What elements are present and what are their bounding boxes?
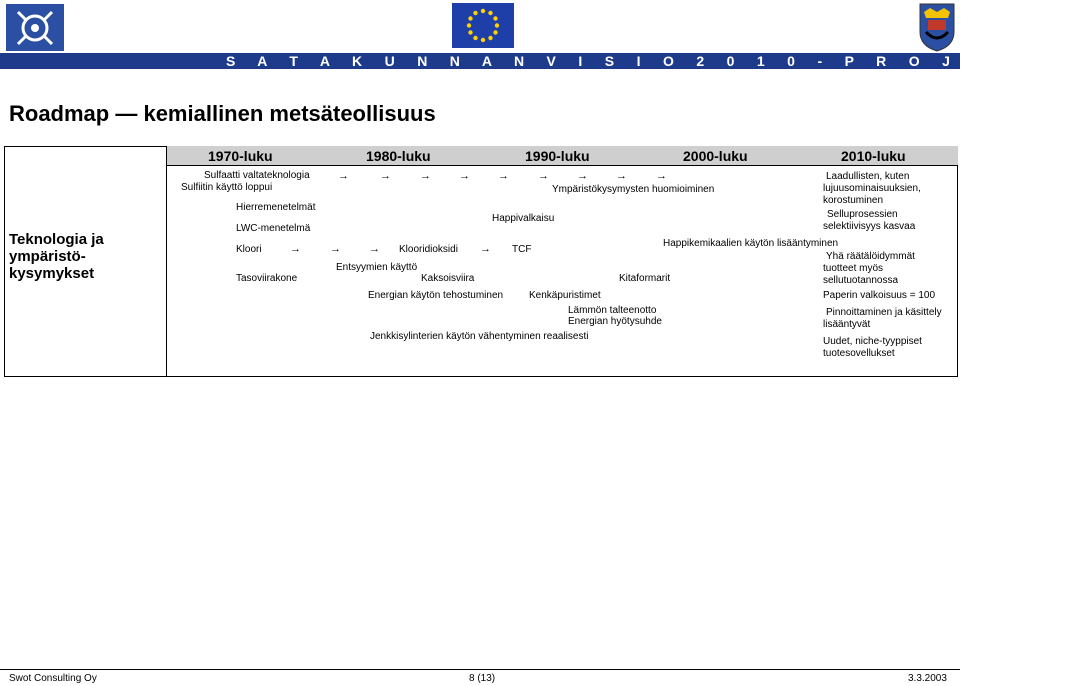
item-energian-tehostuminen: Energian käytön tehostuminen	[368, 290, 504, 301]
arrow-icon: →	[330, 243, 341, 255]
future-yha-2: tuotteet myös	[823, 263, 884, 274]
future-yha-3: sellutuotannossa	[823, 275, 899, 286]
arrow-icon: →	[420, 170, 431, 182]
future-paperin: Paperin valkoisuus = 100	[823, 290, 936, 301]
item-happikemikaalien: Happikemikaalien käytön lisääntyminen	[663, 238, 839, 249]
item-sulfaatti: Sulfaatti valtateknologia	[204, 170, 310, 181]
arrow-icon: →	[290, 243, 301, 255]
arrow-icon: →	[656, 170, 667, 182]
item-kitaformarit: Kitaformarit	[619, 273, 671, 284]
future-laadullisten-1: Laadullisten, kuten	[826, 171, 910, 182]
future-uudet-2: tuotesovellukset	[823, 348, 895, 359]
project-banner: S A T A K U N N A N V I S I O 2 0 1 0 - P R O J E K T I	[0, 53, 960, 69]
item-lammon: Lämmön talteenotto	[568, 305, 657, 316]
future-laadullisten-2: lujuusominaisuuksien,	[823, 183, 921, 194]
arrow-icon: →	[577, 170, 588, 182]
item-kenkapuristimet: Kenkäpuristimet	[529, 290, 601, 301]
item-energian-hyoty: Energian hyötysuhde	[568, 316, 662, 327]
future-laadullisten-3: korostuminen	[823, 195, 884, 206]
footer-date: 3.3.2003	[908, 673, 947, 684]
footer-divider	[0, 669, 960, 670]
item-ymparisto: Ympäristökysymysten huomioiminen	[552, 184, 715, 195]
item-tcf: TCF	[512, 244, 532, 255]
decade-2000: 2000-luku	[683, 148, 748, 164]
item-klooridioksidi: Klooridioksidi	[399, 244, 458, 255]
footer-page: 8 (13)	[469, 673, 496, 684]
future-pinnoit-1: Pinnoittaminen ja käsittely	[826, 307, 942, 318]
vaakuna-left-icon	[6, 4, 64, 51]
decade-1970: 1970-luku	[208, 148, 273, 164]
arrow-icon: →	[459, 170, 470, 182]
arrow-icon: →	[338, 170, 349, 182]
eu-flag-icon	[452, 3, 514, 48]
row-label: Teknologia ja ympäristö- kysymykset	[9, 231, 104, 282]
vaakuna-right-icon	[918, 2, 956, 52]
item-kaksoisviira: Kaksoisviira	[421, 273, 475, 284]
arrow-icon: →	[498, 170, 509, 182]
future-pinnoit-2: lisääntyvät	[823, 319, 871, 330]
item-sulfiitin: Sulfiitin käyttö loppui	[181, 182, 273, 193]
item-happivalkaisu: Happivalkaisu	[492, 213, 555, 224]
decade-1980: 1980-luku	[366, 148, 431, 164]
decade-2010: 2010-luku	[841, 148, 906, 164]
future-sellu-2: selektiivisyys kasvaa	[823, 221, 916, 232]
arrow-icon: →	[369, 243, 380, 255]
item-lwc: LWC-menetelmä	[236, 223, 311, 234]
footer-company: Swot Consulting Oy	[9, 673, 97, 684]
item-kloori: Kloori	[236, 244, 262, 255]
item-hierre: Hierremenetelmät	[236, 202, 316, 213]
item-jenkki: Jenkkisylinterien käytön vähentyminen reaalisesti	[370, 331, 589, 342]
decade-1990: 1990-luku	[525, 148, 590, 164]
item-tasoviira: Tasoviirakone	[236, 273, 298, 284]
arrow-icon: →	[480, 243, 491, 255]
table-divider	[166, 146, 167, 377]
arrow-icon: →	[616, 170, 627, 182]
page-title: Roadmap — kemiallinen metsäteollisuus	[9, 101, 436, 126]
item-entsyymien: Entsyymien käyttö	[336, 262, 418, 273]
future-sellu-1: Selluprosessien	[827, 209, 898, 220]
arrow-icon: →	[538, 170, 549, 182]
future-uudet-1: Uudet, niche-tyyppiset	[823, 336, 922, 347]
future-yha-1: Yhä räätälöidymmät	[826, 251, 915, 262]
arrow-icon: →	[380, 170, 391, 182]
